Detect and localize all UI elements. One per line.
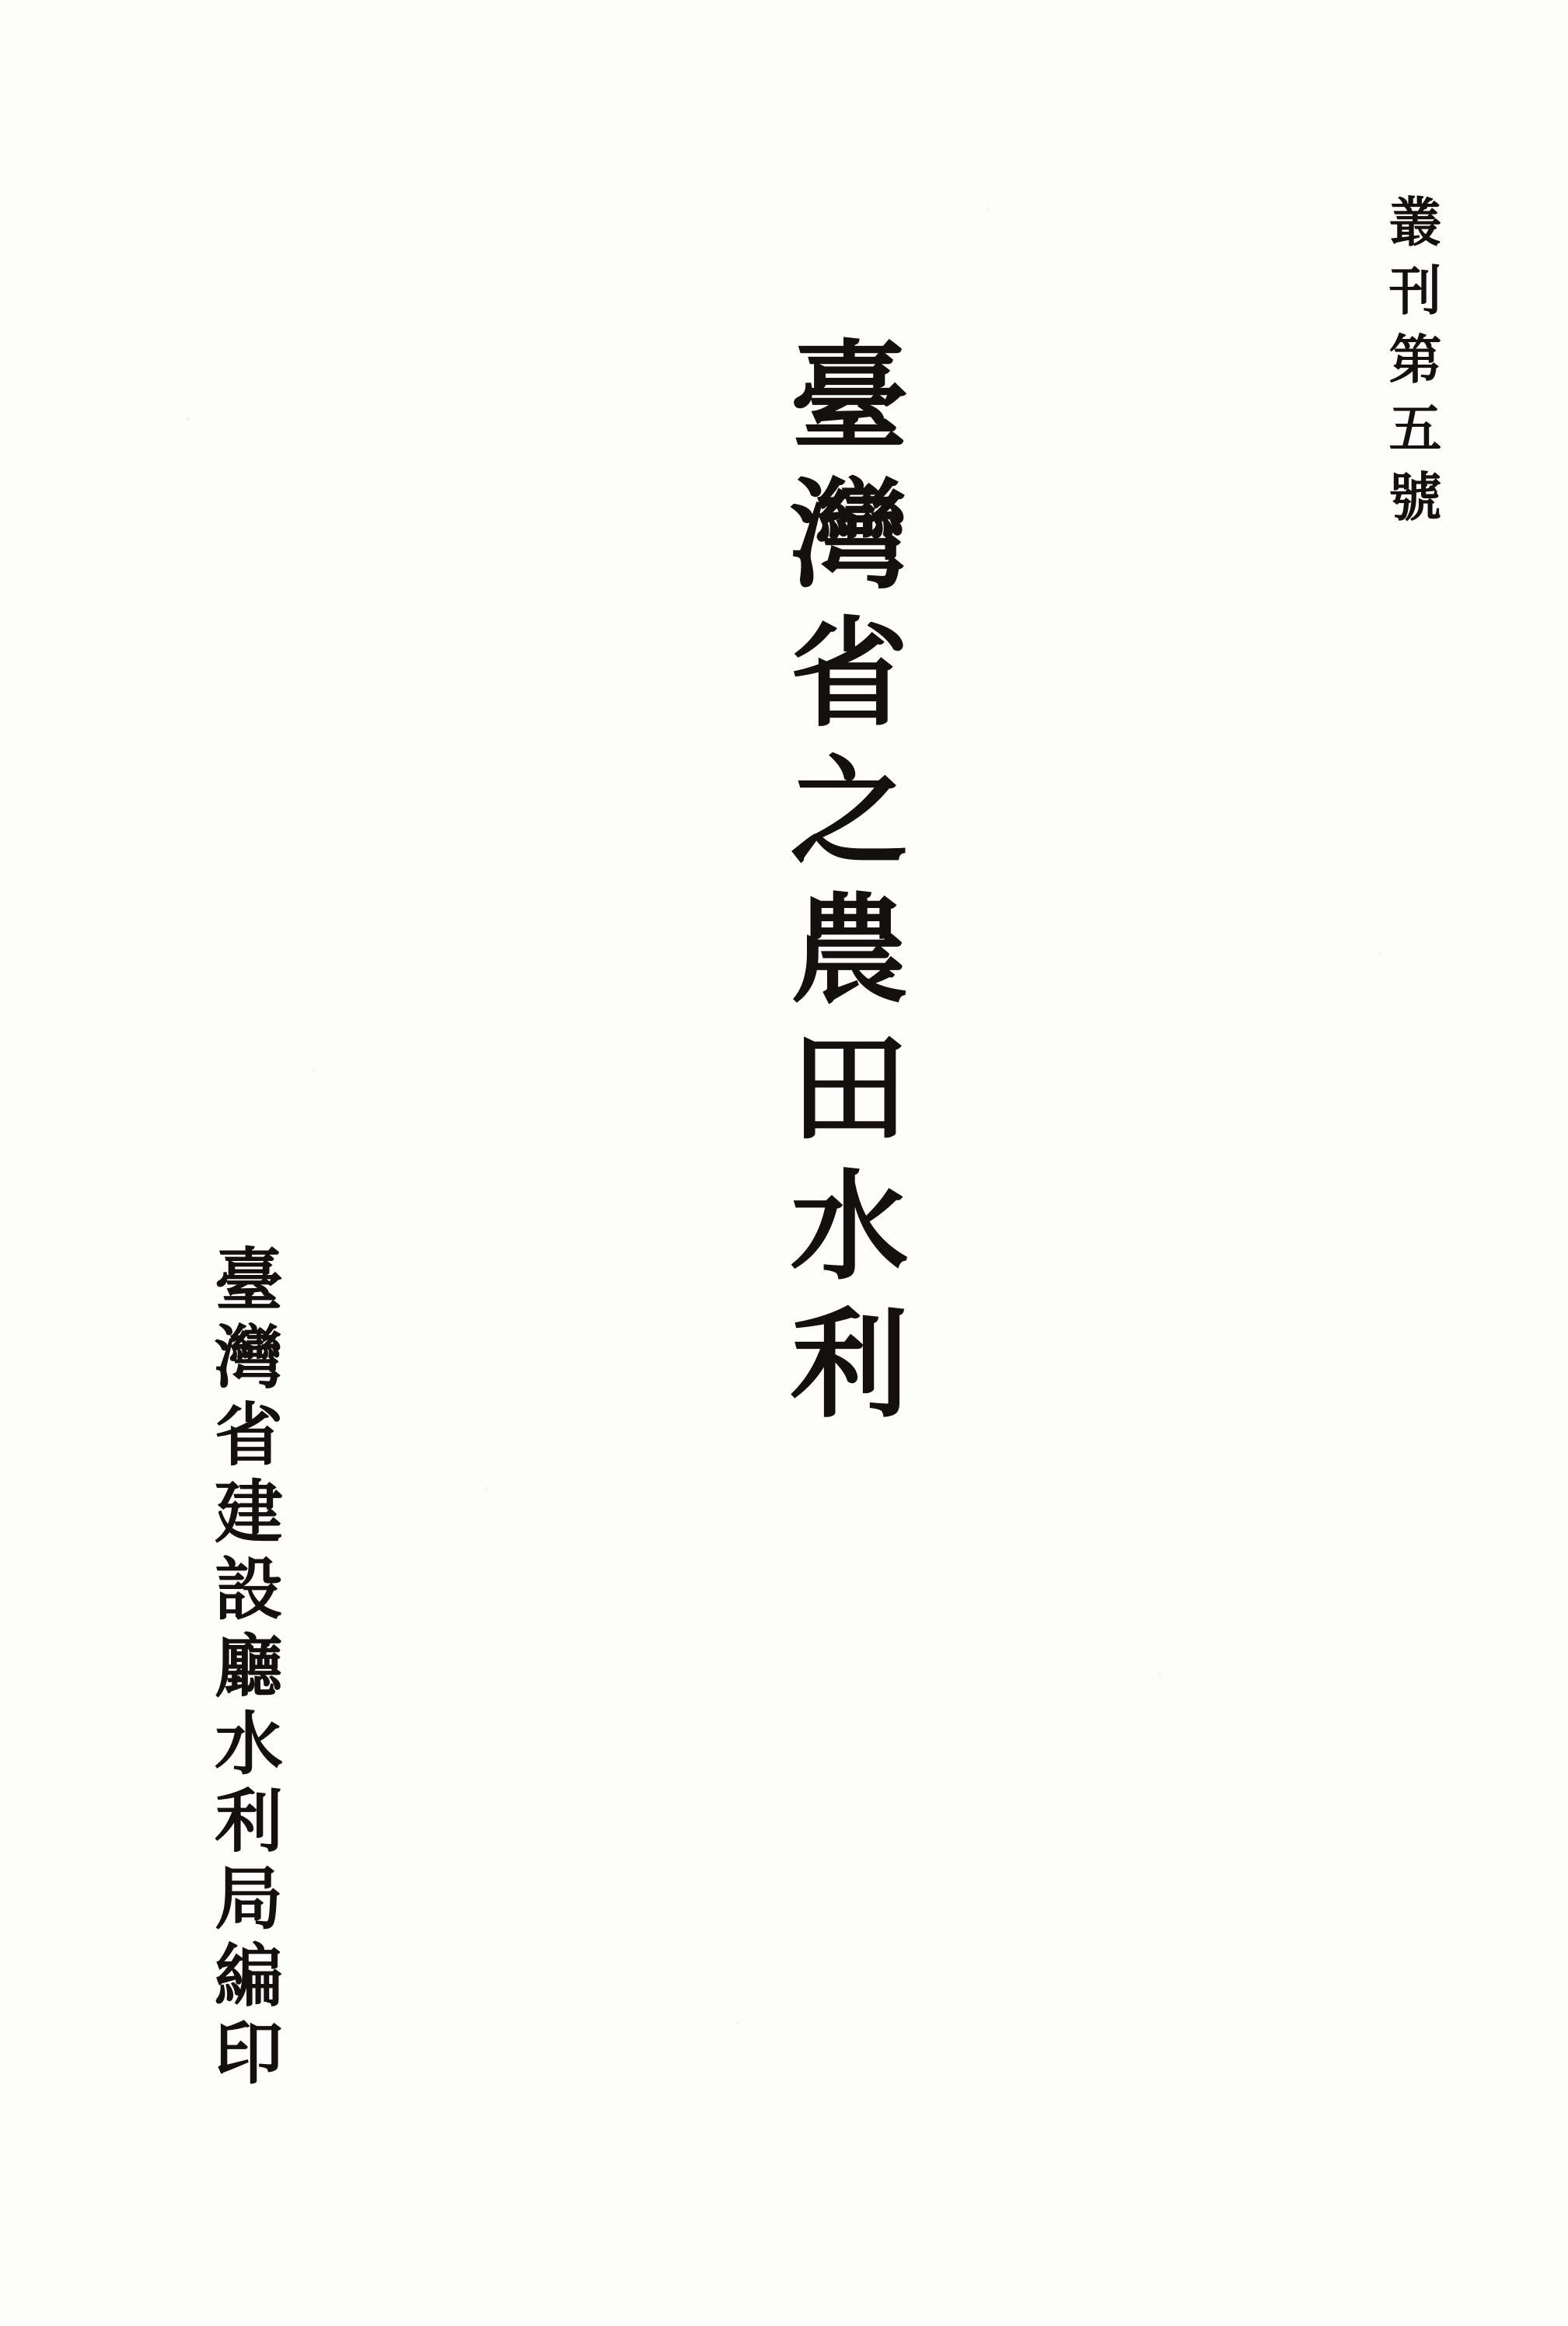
series-number-label: 叢刊第五號 xyxy=(1380,194,1442,538)
publisher-imprint: 臺灣省建設廳水利局編印 xyxy=(204,1244,285,2094)
page-title: 臺灣省之農田水利 xyxy=(770,334,910,1441)
